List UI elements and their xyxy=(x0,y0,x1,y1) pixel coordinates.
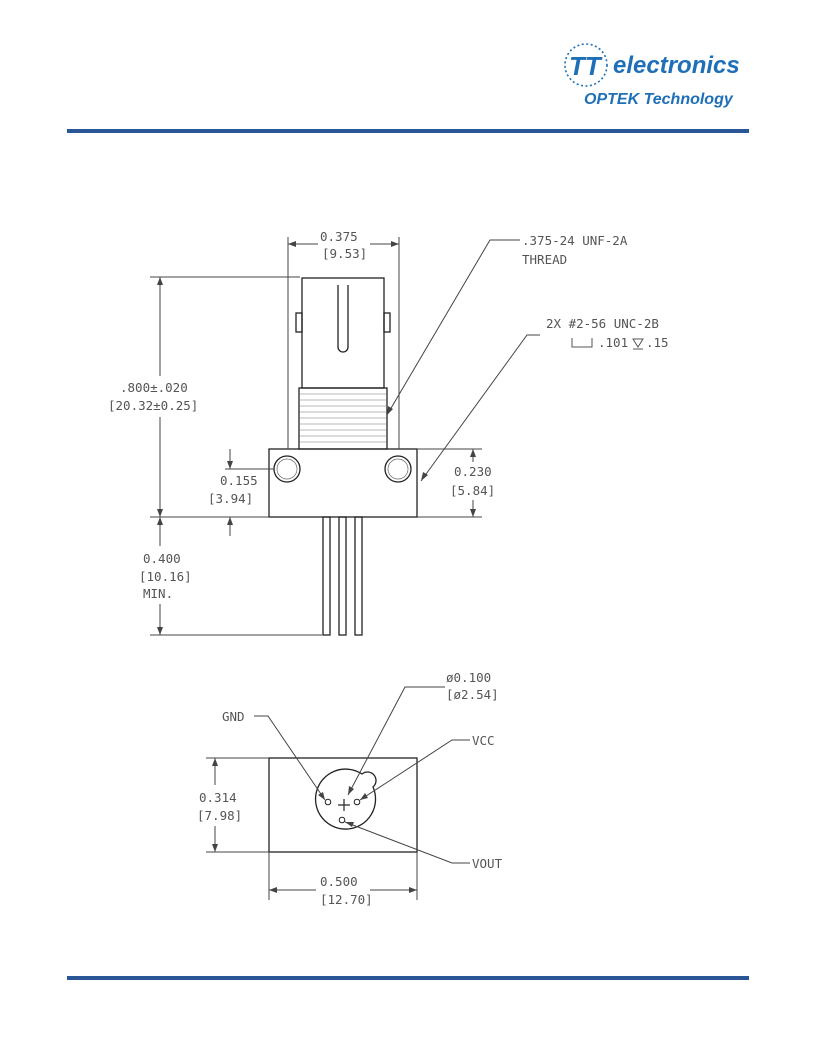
mount-hole-left xyxy=(274,456,300,482)
lead-1 xyxy=(323,517,330,635)
housing-tab-right xyxy=(384,313,390,332)
bottom-view xyxy=(197,670,503,907)
logo-company: electronics xyxy=(613,52,740,79)
bottom-width-in: 0.500 xyxy=(320,874,358,889)
dim-width-mm: [9.53] xyxy=(322,246,368,261)
mount-hole-right-inner xyxy=(388,459,408,479)
dim-lead-length-mm: [10.16] xyxy=(139,569,192,584)
dim-height-total-mm: [20.32±0.25] xyxy=(108,398,199,413)
dim-base-height-mm: [5.84] xyxy=(450,483,496,498)
dim-width-in: 0.375 xyxy=(320,229,358,244)
dim-lead-length-in: 0.400 xyxy=(143,551,181,566)
pin-circle-mm: [ø2.54] xyxy=(446,687,499,702)
pin-gnd-pad xyxy=(325,799,331,805)
holes-depth-extra: .15 xyxy=(646,335,669,350)
dim-hole-offset-mm: [3.94] xyxy=(208,491,254,506)
thread-spec: .375-24 UNF-2A xyxy=(522,233,628,248)
logo-division: OPTEK Technology xyxy=(584,91,733,108)
dim-base-height-in: 0.230 xyxy=(454,464,492,479)
holes-spec: 2X #2-56 UNC-2B xyxy=(546,316,659,331)
logo-initials: TT xyxy=(569,51,601,81)
thread-label: THREAD xyxy=(522,252,568,267)
pin-vcc-label: VCC xyxy=(472,733,495,748)
dim-hole-offset-in: 0.155 xyxy=(220,473,258,488)
pin-vcc-pad xyxy=(354,799,360,805)
lead-3 xyxy=(355,517,362,635)
dim-lead-length-note: MIN. xyxy=(143,586,174,601)
pin-gnd-label: GND xyxy=(222,709,245,724)
counterbore-icon xyxy=(572,338,592,347)
pin-vout-label: VOUT xyxy=(472,856,503,871)
lead-2 xyxy=(339,517,346,635)
thread-section xyxy=(299,388,387,449)
bottom-width-mm: [12.70] xyxy=(320,892,373,907)
dim-height-total-in: .800±.020 xyxy=(120,380,188,395)
bottom-height-in: 0.314 xyxy=(199,790,237,805)
mount-hole-left-inner xyxy=(277,459,297,479)
depth-symbol-icon xyxy=(633,339,643,349)
pin-vout-pad xyxy=(339,817,345,823)
pin-circle-in: ø0.100 xyxy=(446,670,492,685)
side-view xyxy=(108,229,669,635)
bottom-height-mm: [7.98] xyxy=(197,808,243,823)
housing-body xyxy=(302,278,384,388)
housing-slot xyxy=(338,285,348,352)
holes-depth: .101 xyxy=(598,335,629,350)
thread-lines xyxy=(300,394,386,442)
housing-tab-left xyxy=(296,313,302,332)
mount-hole-right xyxy=(385,456,411,482)
